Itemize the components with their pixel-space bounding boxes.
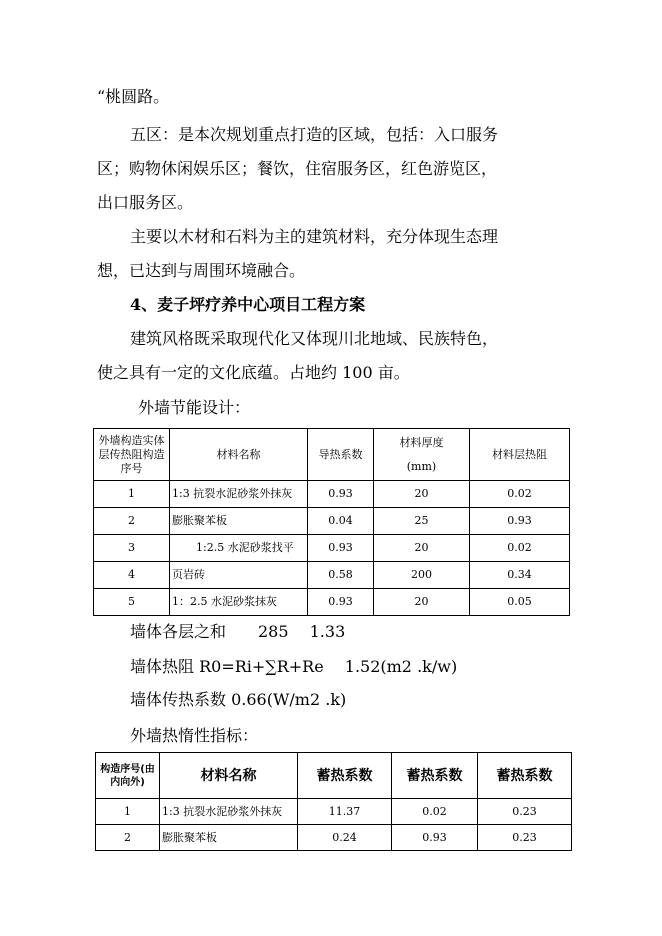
- table-row: [94, 508, 570, 535]
- table-row: [94, 589, 570, 616]
- cell-resistance: 0.93: [470, 508, 570, 535]
- table-header-row: [94, 429, 570, 481]
- cell-thickness: 20: [374, 535, 470, 562]
- text-line-6: 想，已达到与周围环境融合。: [97, 261, 306, 280]
- table-row: [96, 799, 572, 825]
- cell-thickness: 25: [374, 508, 470, 535]
- summary-heat-transfer: 墙体传热系数 0.66(W/m2 .k): [130, 690, 347, 709]
- cell-value: 0.24: [298, 825, 392, 851]
- cell-conductivity: 0.04: [308, 508, 374, 535]
- cell-conductivity: 0.93: [308, 481, 374, 508]
- header-heat-storage-1: 蓄热系数: [298, 753, 392, 799]
- text-line-2: 五区：是本次规划重点打造的区域，包括：入口服务: [130, 125, 499, 144]
- text-line-9: 使之具有一定的文化底蕴。占地约 100 亩。: [97, 363, 410, 382]
- table-row: [94, 535, 570, 562]
- text-line-8: 建筑风格既采取现代化又体现川北地域、民族特色，: [130, 329, 499, 348]
- header-layer-order: 构造序号(由内向外): [96, 753, 160, 799]
- header-thickness-label: 材料厚度: [399, 435, 444, 449]
- table1-caption: 外墙节能设计：: [138, 398, 251, 417]
- cell-conductivity: 0.58: [308, 562, 374, 589]
- summary-thermal-resistance: 墙体热阻 R0=Ri+∑R+Re 1.52(m2 .k/w): [130, 657, 458, 676]
- thermal-inertia-table: [95, 752, 572, 851]
- cell-value: 11.37: [298, 799, 392, 825]
- text-line-5: 主要以木材和石料为主的建筑材料，充分体现生态理: [130, 227, 499, 246]
- cell-value: 0.02: [392, 799, 478, 825]
- table-row: [94, 562, 570, 589]
- cell-order: 2: [96, 825, 160, 851]
- cell-material: 1:3 抗裂水泥砂浆外抹灰: [170, 481, 308, 508]
- cell-thickness: 200: [374, 562, 470, 589]
- cell-order: 5: [94, 589, 170, 616]
- table-header-row: [96, 753, 572, 799]
- header-material-name: 材料名称: [160, 753, 298, 799]
- summary-layer-sum: 墙体各层之和 285 1.33: [130, 622, 346, 641]
- text-line-4: 出口服务区。: [97, 193, 194, 212]
- cell-material: 1：2.5 水泥砂浆抹灰: [170, 589, 308, 616]
- cell-resistance: 0.02: [470, 535, 570, 562]
- cell-order: 4: [94, 562, 170, 589]
- cell-resistance: 0.02: [470, 481, 570, 508]
- cell-value: 0.23: [478, 825, 572, 851]
- cell-material: 页岩砖: [170, 562, 308, 589]
- cell-material: 1:3 抗裂水泥砂浆外抹灰: [160, 799, 298, 825]
- header-heat-storage-3: 蓄热系数: [478, 753, 572, 799]
- cell-resistance: 0.34: [470, 562, 570, 589]
- cell-value: 0.93: [392, 825, 478, 851]
- cell-material: 膨胀聚苯板: [160, 825, 298, 851]
- header-thickness: [374, 429, 470, 481]
- cell-resistance: 0.05: [470, 589, 570, 616]
- header-heat-storage-2: 蓄热系数: [392, 753, 478, 799]
- cell-order: 2: [94, 508, 170, 535]
- cell-thickness: 20: [374, 481, 470, 508]
- cell-value: 0.23: [478, 799, 572, 825]
- table-row: [94, 481, 570, 508]
- header-layer-order: 外墙构造实体层传热阻构造序号: [94, 429, 170, 481]
- cell-material: 1:2.5 水泥砂浆找平: [170, 535, 308, 562]
- header-conductivity: 导热系数: [308, 429, 374, 481]
- header-thermal-resistance: 材料层热阻: [470, 429, 570, 481]
- cell-material: 膨胀聚苯板: [170, 508, 308, 535]
- header-thickness-unit: (mm): [406, 459, 437, 473]
- wall-energy-table: [93, 428, 570, 616]
- section-heading: 4、麦子坪疗养中心项目工程方案: [130, 295, 366, 314]
- cell-order: 1: [96, 799, 160, 825]
- cell-conductivity: 0.93: [308, 535, 374, 562]
- cell-thickness: 20: [374, 589, 470, 616]
- cell-order: 1: [94, 481, 170, 508]
- table-row: [96, 825, 572, 851]
- cell-conductivity: 0.93: [308, 589, 374, 616]
- text-line-3: 区；购物休闲娱乐区；餐饮，住宿服务区，红色游览区，: [97, 159, 498, 178]
- header-material-name: 材料名称: [170, 429, 308, 481]
- cell-order: 3: [94, 535, 170, 562]
- table2-caption: 外墙热惰性指标：: [130, 726, 259, 745]
- text-line-1: “桃圆路。: [97, 87, 170, 106]
